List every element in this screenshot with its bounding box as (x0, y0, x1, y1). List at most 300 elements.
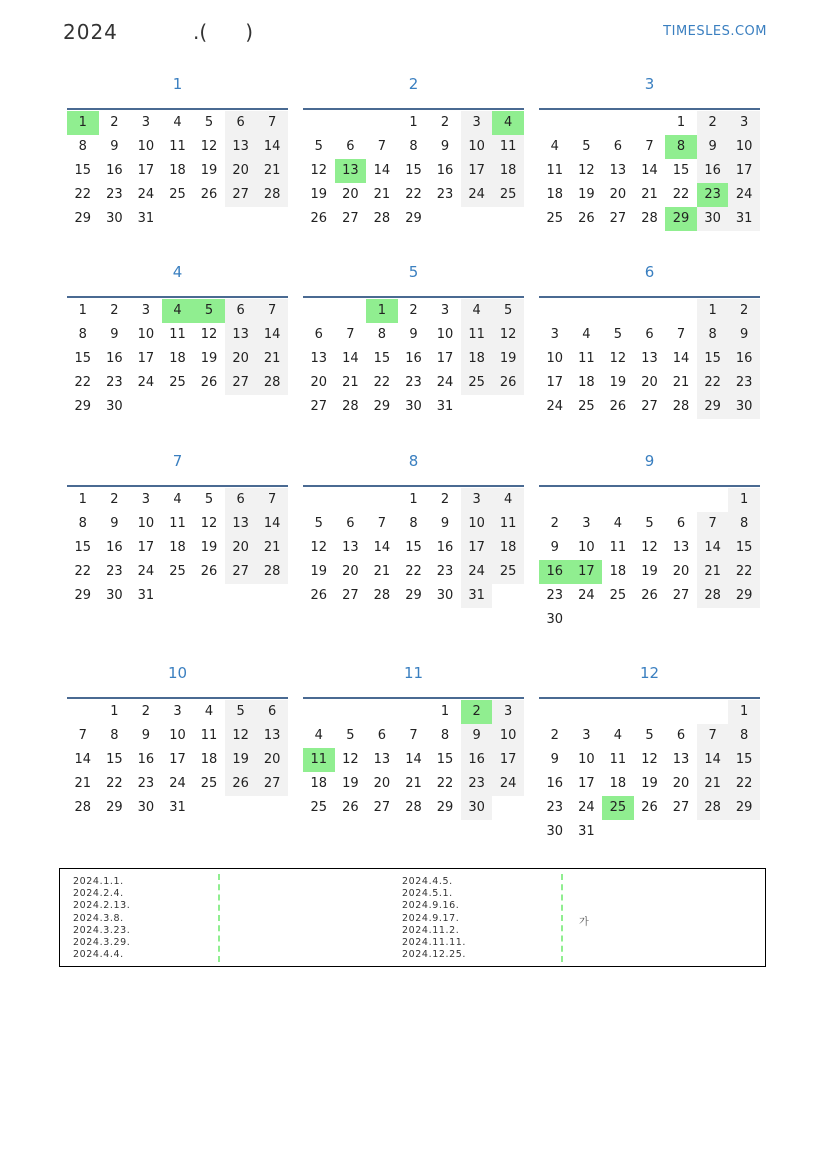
month-title: 11 (403, 664, 424, 682)
day-cell: 15 (74, 351, 92, 366)
month-calendar (303, 74, 524, 231)
day-cell: 12 (200, 327, 218, 342)
empty-day-cell (634, 488, 666, 512)
month-days (67, 299, 288, 419)
empty-day-cell (571, 700, 603, 724)
month-days (303, 299, 524, 419)
day-cell: 24 (436, 375, 454, 390)
day-cell: 13 (641, 351, 658, 366)
day-cell: 20 (672, 776, 690, 791)
day-cell: 10 (461, 512, 493, 536)
day-cell: 3 (492, 700, 524, 724)
day-cell: 24 (137, 375, 155, 390)
day-cell: 2 (697, 111, 729, 135)
legend-date: 2024.2.13. (73, 900, 131, 912)
empty-day-cell (602, 111, 634, 135)
day-cell: 17 (169, 752, 186, 767)
day-cell: 26 (310, 588, 328, 603)
day-cell: 21 (697, 772, 729, 796)
legend-date: 2024.9.17. (402, 912, 460, 924)
day-cell: 17 (461, 536, 493, 560)
empty-day-cell (335, 700, 367, 724)
day-cell: 29 (436, 800, 454, 815)
day-cell: 31 (461, 584, 493, 608)
day-cell: 28 (373, 211, 391, 226)
day-cell: 6 (225, 111, 257, 135)
day-cell: 28 (672, 399, 690, 414)
day-cell: 9 (110, 516, 119, 531)
day-cell: 18 (492, 159, 524, 183)
day-cell: 29 (373, 399, 391, 414)
day-cell: 26 (225, 772, 257, 796)
day-cell: 24 (461, 183, 493, 207)
day-cell: 30 (137, 800, 155, 815)
empty-day-cell (335, 299, 367, 323)
day-cell: 22 (697, 371, 729, 395)
day-cell: 8 (409, 516, 418, 531)
empty-day-cell (634, 700, 666, 724)
day-cell: 9 (110, 327, 119, 342)
day-cell: 21 (697, 560, 729, 584)
day-cell: 17 (436, 351, 454, 366)
day-cell: 4 (204, 704, 214, 719)
day-cell: 29 (106, 800, 123, 815)
day-cell: 8 (110, 728, 119, 743)
day-cell: 6 (346, 139, 355, 154)
day-cell: 2 (440, 492, 450, 507)
day-cell: 18 (492, 536, 524, 560)
day-cell: 30 (728, 395, 760, 419)
day-cell: 11 (492, 512, 524, 536)
day-cell: 15 (697, 347, 729, 371)
day-cell: 23 (436, 187, 454, 202)
day-cell: 25 (492, 560, 524, 584)
day-cell: 22 (405, 564, 422, 579)
day-cell: 25 (461, 371, 493, 395)
holiday-day-cell: 1 (67, 111, 99, 135)
month-rule (67, 296, 288, 298)
day-cell: 19 (310, 187, 328, 202)
day-cell: 14 (74, 752, 92, 767)
day-cell: 16 (728, 347, 760, 371)
month-days (539, 488, 760, 632)
day-cell: 3 (582, 728, 591, 743)
day-cell: 28 (256, 183, 288, 207)
day-cell: 4 (173, 492, 182, 507)
day-cell: 28 (697, 584, 729, 608)
day-cell: 5 (613, 327, 623, 342)
day-cell: 13 (672, 752, 690, 767)
day-cell: 17 (578, 776, 595, 791)
day-cell: 15 (74, 163, 92, 178)
day-cell: 29 (697, 395, 729, 419)
day-cell: 20 (609, 187, 627, 202)
day-cell: 26 (578, 211, 595, 226)
day-cell: 21 (373, 187, 391, 202)
day-cell: 27 (672, 588, 690, 603)
brand-logo[interactable]: TIMESLES.COM (663, 24, 767, 39)
header-year: 2024 (63, 20, 118, 44)
holiday-day-cell: 4 (492, 111, 524, 135)
day-cell: 6 (377, 728, 387, 743)
day-cell: 10 (137, 139, 155, 154)
day-cell: 6 (676, 516, 686, 531)
day-cell: 29 (405, 588, 422, 603)
day-cell: 10 (137, 327, 155, 342)
day-cell: 22 (74, 564, 92, 579)
day-cell: 17 (137, 163, 155, 178)
day-cell: 21 (74, 776, 92, 791)
day-cell: 4 (173, 115, 182, 130)
day-cell: 16 (106, 163, 123, 178)
day-cell: 1 (728, 488, 760, 512)
day-cell: 25 (546, 211, 564, 226)
day-cell: 23 (106, 564, 123, 579)
month-calendar (303, 451, 524, 608)
month-calendar (303, 262, 524, 419)
empty-day-cell (67, 700, 99, 724)
month-title: 10 (167, 664, 188, 682)
day-cell: 22 (106, 776, 123, 791)
empty-day-cell (571, 488, 603, 512)
empty-day-cell (602, 299, 634, 323)
day-cell: 29 (74, 399, 92, 414)
day-cell: 24 (137, 564, 155, 579)
day-cell: 26 (200, 564, 218, 579)
day-cell: 7 (377, 516, 387, 531)
day-cell: 18 (169, 351, 186, 366)
month-title: 4 (172, 263, 183, 281)
day-cell: 16 (546, 776, 564, 791)
day-cell: 26 (609, 399, 627, 414)
day-cell: 16 (137, 752, 155, 767)
day-cell: 6 (314, 327, 323, 342)
day-cell: 3 (728, 111, 760, 135)
day-cell: 10 (169, 728, 186, 743)
legend-divider (218, 874, 220, 962)
day-cell: 19 (200, 163, 218, 178)
empty-day-cell (634, 299, 666, 323)
day-cell: 20 (256, 748, 288, 772)
day-cell: 1 (409, 492, 418, 507)
day-cell: 27 (373, 800, 391, 815)
day-cell: 9 (550, 752, 559, 767)
legend-date: 2024.5.1. (402, 888, 453, 900)
day-cell: 13 (225, 323, 257, 347)
day-cell: 4 (613, 728, 623, 743)
legend-date: 2024.9.16. (402, 900, 460, 912)
day-cell: 25 (310, 800, 328, 815)
day-cell: 15 (373, 351, 391, 366)
day-cell: 5 (225, 700, 257, 724)
holiday-day-cell: 13 (335, 159, 367, 183)
day-cell: 31 (728, 207, 760, 231)
day-cell: 1 (110, 704, 119, 719)
day-cell: 11 (169, 139, 186, 154)
day-cell: 26 (310, 211, 328, 226)
day-cell: 7 (256, 111, 288, 135)
day-cell: 12 (200, 139, 218, 154)
day-cell: 28 (697, 796, 729, 820)
day-cell: 13 (672, 540, 690, 555)
day-cell: 16 (436, 163, 454, 178)
month-rule (303, 697, 524, 699)
day-cell: 14 (641, 163, 658, 178)
day-cell: 5 (645, 516, 654, 531)
legend-date: 2024.1.1. (73, 876, 124, 887)
day-cell: 28 (373, 588, 391, 603)
day-cell: 28 (256, 560, 288, 584)
empty-day-cell (335, 488, 367, 512)
day-cell: 18 (200, 752, 218, 767)
day-cell: 6 (613, 139, 623, 154)
day-cell: 22 (74, 375, 92, 390)
day-cell: 8 (78, 327, 87, 342)
day-cell: 2 (110, 115, 119, 130)
day-cell: 10 (137, 516, 155, 531)
day-cell: 11 (609, 752, 627, 767)
day-cell: 27 (342, 588, 359, 603)
day-cell: 17 (728, 159, 760, 183)
day-cell: 24 (169, 776, 186, 791)
day-cell: 10 (436, 327, 454, 342)
day-cell: 21 (256, 159, 288, 183)
day-cell: 1 (697, 299, 729, 323)
day-cell: 12 (310, 163, 328, 178)
day-cell: 5 (492, 299, 524, 323)
day-cell: 4 (492, 488, 524, 512)
day-cell: 20 (225, 536, 257, 560)
day-cell: 7 (409, 728, 418, 743)
day-cell: 3 (461, 111, 493, 135)
empty-day-cell (571, 111, 603, 135)
day-cell: 3 (141, 115, 151, 130)
day-cell: 30 (697, 207, 729, 231)
day-cell: 12 (342, 752, 359, 767)
day-cell: 24 (578, 588, 595, 603)
day-cell: 14 (256, 512, 288, 536)
day-cell: 26 (641, 588, 658, 603)
day-cell: 12 (609, 351, 627, 366)
legend-column-right (402, 876, 466, 961)
month-title: 12 (639, 664, 660, 682)
day-cell: 31 (436, 399, 454, 414)
day-cell: 25 (169, 187, 186, 202)
month-days (67, 111, 288, 231)
empty-day-cell (634, 111, 666, 135)
day-cell: 14 (697, 748, 729, 772)
day-cell: 9 (110, 139, 119, 154)
day-cell: 6 (256, 700, 288, 724)
day-cell: 20 (225, 347, 257, 371)
day-cell: 9 (461, 724, 493, 748)
day-cell: 5 (204, 115, 214, 130)
day-cell: 29 (74, 588, 92, 603)
month-title: 5 (408, 263, 419, 281)
day-cell: 2 (728, 299, 760, 323)
empty-day-cell (665, 488, 697, 512)
empty-day-cell (539, 488, 571, 512)
day-cell: 30 (546, 824, 564, 839)
day-cell: 17 (461, 159, 493, 183)
empty-day-cell (539, 111, 571, 135)
day-cell: 7 (346, 327, 355, 342)
month-calendar (303, 663, 524, 820)
header-subtitle: .( ) (193, 20, 254, 44)
day-cell: 20 (373, 776, 391, 791)
day-cell: 6 (346, 516, 355, 531)
day-cell: 16 (106, 351, 123, 366)
month-title: 3 (644, 75, 655, 93)
month-title: 1 (172, 75, 183, 93)
month-calendar (539, 451, 760, 632)
holiday-day-cell: 2 (461, 700, 493, 724)
day-cell: 1 (440, 704, 450, 719)
day-cell: 13 (310, 351, 328, 366)
day-cell: 17 (137, 540, 155, 555)
legend-date: 2024.12.25. (402, 949, 467, 961)
day-cell: 17 (546, 375, 564, 390)
day-cell: 31 (169, 800, 186, 815)
day-cell: 18 (461, 347, 493, 371)
day-cell: 25 (169, 375, 186, 390)
month-days (303, 488, 524, 608)
day-cell: 27 (342, 211, 359, 226)
empty-day-cell (335, 111, 367, 135)
legend-date: 2024.4.4. (73, 949, 124, 961)
month-calendar (539, 262, 760, 419)
day-cell: 3 (141, 303, 151, 318)
month-rule (67, 485, 288, 487)
day-cell: 14 (405, 752, 422, 767)
day-cell: 13 (225, 512, 257, 536)
empty-day-cell (303, 299, 335, 323)
day-cell: 23 (405, 375, 422, 390)
day-cell: 8 (697, 323, 729, 347)
day-cell: 12 (310, 540, 328, 555)
day-cell: 16 (405, 351, 422, 366)
month-title: 9 (644, 452, 655, 470)
empty-day-cell (697, 700, 729, 724)
day-cell: 18 (609, 776, 627, 791)
day-cell: 8 (728, 724, 760, 748)
day-cell: 15 (728, 748, 760, 772)
day-cell: 8 (377, 327, 387, 342)
day-cell: 12 (200, 516, 218, 531)
day-cell: 7 (676, 327, 686, 342)
day-cell: 23 (728, 371, 760, 395)
day-cell: 20 (342, 187, 359, 202)
day-cell: 6 (645, 327, 654, 342)
day-cell: 8 (78, 516, 87, 531)
day-cell: 20 (310, 375, 328, 390)
day-cell: 28 (342, 399, 359, 414)
day-cell: 16 (461, 748, 493, 772)
day-cell: 14 (342, 351, 359, 366)
month-rule (67, 108, 288, 110)
day-cell: 12 (492, 323, 524, 347)
day-cell: 19 (609, 375, 627, 390)
day-cell: 2 (110, 492, 119, 507)
day-cell: 11 (578, 351, 595, 366)
day-cell: 30 (436, 588, 454, 603)
day-cell: 22 (74, 187, 92, 202)
day-cell: 2 (550, 728, 559, 743)
empty-day-cell (303, 488, 335, 512)
day-cell: 10 (578, 540, 595, 555)
day-cell: 1 (409, 115, 418, 130)
day-cell: 4 (613, 516, 623, 531)
legend-date: 2024.4.5. (402, 876, 453, 887)
month-days (303, 700, 524, 820)
day-cell: 23 (106, 375, 123, 390)
holiday-day-cell: 25 (602, 796, 634, 820)
day-cell: 23 (546, 588, 564, 603)
day-cell: 13 (342, 540, 359, 555)
day-cell: 4 (550, 139, 559, 154)
day-cell: 31 (578, 824, 595, 839)
day-cell: 22 (373, 375, 391, 390)
month-days (539, 700, 760, 844)
day-cell: 16 (697, 159, 729, 183)
day-cell: 20 (672, 564, 690, 579)
day-cell: 3 (582, 516, 591, 531)
holiday-day-cell: 4 (162, 299, 194, 323)
day-cell: 19 (492, 347, 524, 371)
day-cell: 21 (672, 375, 690, 390)
day-cell: 11 (546, 163, 564, 178)
month-days (303, 111, 524, 231)
day-cell: 4 (314, 728, 323, 743)
day-cell: 7 (645, 139, 654, 154)
day-cell: 21 (342, 375, 359, 390)
day-cell: 28 (74, 800, 92, 815)
empty-day-cell (665, 299, 697, 323)
month-days (67, 488, 288, 608)
day-cell: 9 (550, 540, 559, 555)
legend-date: 2024.2.4. (73, 888, 124, 900)
day-cell: 11 (169, 516, 186, 531)
day-cell: 10 (728, 135, 760, 159)
day-cell: 26 (200, 187, 218, 202)
day-cell: 31 (137, 211, 155, 226)
day-cell: 3 (461, 488, 493, 512)
day-cell: 15 (672, 163, 690, 178)
day-cell: 21 (641, 187, 658, 202)
day-cell: 16 (436, 540, 454, 555)
day-cell: 9 (728, 323, 760, 347)
day-cell: 11 (200, 728, 218, 743)
month-calendar (67, 663, 288, 820)
day-cell: 15 (405, 163, 422, 178)
day-cell: 29 (728, 584, 760, 608)
day-cell: 19 (578, 187, 595, 202)
day-cell: 5 (346, 728, 355, 743)
day-cell: 9 (141, 728, 151, 743)
day-cell: 9 (440, 139, 450, 154)
day-cell: 3 (173, 704, 182, 719)
month-title: 8 (408, 452, 419, 470)
holiday-legend (59, 868, 766, 967)
holiday-day-cell: 1 (366, 299, 398, 323)
day-cell: 2 (409, 303, 418, 318)
month-calendar (67, 262, 288, 419)
day-cell: 14 (256, 323, 288, 347)
day-cell: 25 (492, 183, 524, 207)
day-cell: 5 (314, 139, 323, 154)
day-cell: 25 (169, 564, 186, 579)
day-cell: 4 (461, 299, 493, 323)
